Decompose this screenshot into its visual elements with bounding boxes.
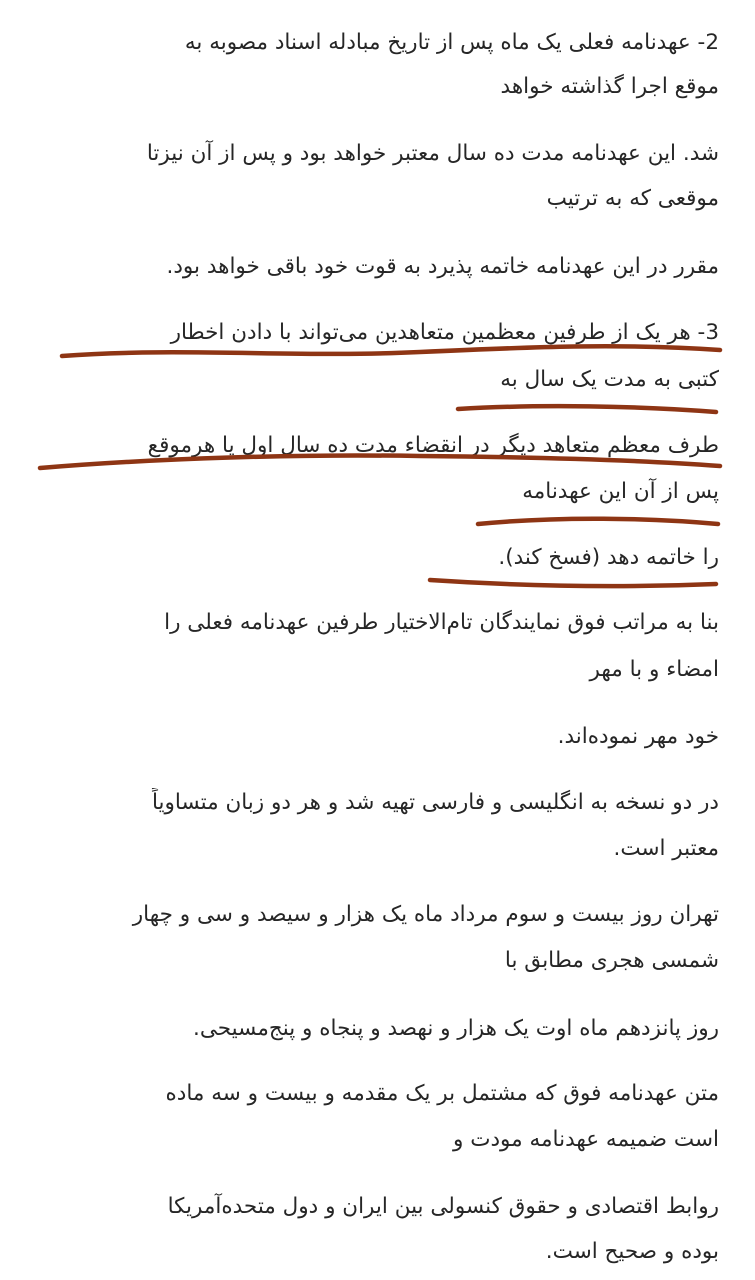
- text-line: 2- عهدنامه فعلی یک ماه پس از تاریخ مبادله اسناد مصوبه به: [184, 30, 719, 55]
- text-line: متن عهدنامه فوق که مشتمل بر یک مقدمه و بیست و سه ماده: [165, 1081, 719, 1106]
- text-line: روابط اقتصادی و حقوق کنسولی بین ایران و دول متحده‌آمریکا: [167, 1194, 719, 1219]
- text-line: روز پانزدهم ماه اوت یک هزار و نهصد و پنجاه و پنج‌مسیحی.: [193, 1016, 719, 1041]
- text-line: موقعی که به ترتیب: [546, 186, 719, 211]
- text-line-underlined: 3- هر یک از طرفین معظمین متعاهدین می‌تواند با دادن اخطار: [170, 320, 719, 345]
- text-line: مقرر در این عهدنامه خاتمه پذیرد به قوت خود باقی خواهد بود.: [166, 254, 719, 279]
- text-line: موقع اجرا گذاشته خواهد: [500, 74, 719, 99]
- underline-stroke: [430, 580, 716, 586]
- text-line: است ضمیمه عهدنامه مودت و: [453, 1127, 719, 1152]
- underline-stroke: [478, 519, 718, 524]
- text-line: شمسی هجری مطابق با: [504, 948, 719, 973]
- text-line: خود مهر نموده‌اند.: [557, 724, 719, 749]
- text-line: امضاء و با مهر: [589, 657, 719, 682]
- text-line: شد. این عهدنامه مدت ده سال معتبر خواهد بود و پس از آن نیزتا: [146, 141, 719, 166]
- text-line: تهران روز بیست و سوم مرداد ماه یک هزار و سیصد و سی و چهار: [132, 902, 719, 927]
- text-line-underlined: پس از آن این عهدنامه: [522, 479, 719, 504]
- text-line: در دو نسخه به انگلیسی و فارسی تهیه شد و هر دو زبان متساویاً: [151, 790, 719, 815]
- text-line: معتبر است.: [613, 836, 719, 861]
- text-line: بنا به مراتب فوق نمایندگان تام‌الاختیار طرفین عهدنامه فعلی را: [164, 610, 719, 635]
- text-line: بوده و صحیح است.: [545, 1239, 719, 1264]
- text-line-underlined: طرف معظم متعاهد دیگر در انقضاء مدت ده سال اول یا هرموقع: [147, 433, 719, 458]
- text-line-underlined: کتبی به مدت یک سال به: [500, 367, 719, 392]
- underline-stroke: [458, 406, 716, 412]
- text-line-underlined: را خاتمه دهد (فسخ کند).: [498, 545, 719, 570]
